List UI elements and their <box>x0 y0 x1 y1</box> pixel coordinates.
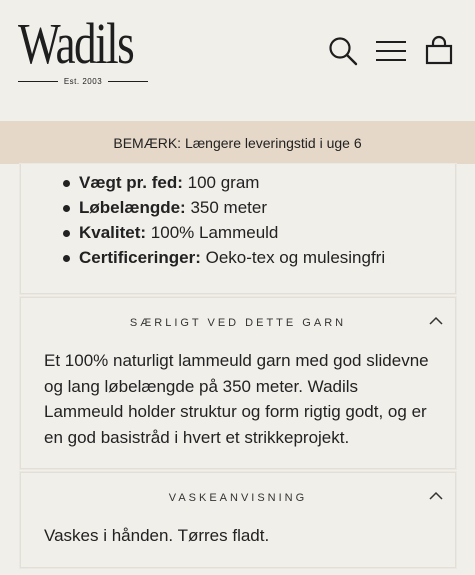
spec-label: Kvalitet: <box>79 223 147 242</box>
site-header <box>0 0 475 121</box>
divider <box>108 81 148 82</box>
accordion-title: VASKEANVISNING <box>168 492 308 504</box>
list-item <box>79 170 455 195</box>
search-icon[interactable] <box>326 34 360 68</box>
accordion-wash-instructions <box>20 472 456 568</box>
accordion-title: SÆRLIGT VED DETTE GARN <box>129 317 347 329</box>
spec-label: Certificeringer: <box>79 248 201 267</box>
accordion-body: Vaskes i hånden. Tørres fladt. <box>44 526 270 545</box>
divider <box>18 81 58 82</box>
accordion-body: Et 100% naturligt lammeuld garn med god slidevne og lang løbelængde på 350 meter. Wadils Lammeuld holder struktur og form rigtig godt, og er en god basistråd i hvert et strikkeprojekt. <box>44 351 429 447</box>
notice-bar <box>0 121 475 164</box>
specs-list <box>21 164 455 270</box>
cart-icon[interactable] <box>422 34 456 68</box>
specs-card <box>20 164 456 294</box>
chevron-up-icon[interactable] <box>429 316 443 326</box>
spec-label: Vægt pr. fed: <box>79 173 183 192</box>
accordion-header[interactable] <box>21 473 455 523</box>
spec-value: 100% Lammeuld <box>146 223 279 242</box>
logo-tagline: Est. 2003 <box>63 77 103 86</box>
chevron-up-icon[interactable] <box>429 491 443 501</box>
spec-value: 100 gram <box>182 173 260 192</box>
list-item <box>79 220 455 245</box>
logo-wordmark: Wadils <box>18 11 134 76</box>
spec-value: Oeko-tex og mulesingfri <box>200 248 386 267</box>
logo-tagline-row <box>18 77 148 86</box>
list-item <box>79 195 455 220</box>
accordion-yarn-features <box>20 297 456 469</box>
menu-icon[interactable] <box>374 34 408 68</box>
accordion-header[interactable] <box>21 298 455 348</box>
logo[interactable] <box>18 10 148 90</box>
spec-label: Løbelængde: <box>79 198 186 217</box>
spec-value: 350 meter <box>185 198 267 217</box>
list-item <box>79 245 455 270</box>
notice-text: BEMÆRK: Længere leveringstid i uge 6 <box>113 134 362 151</box>
